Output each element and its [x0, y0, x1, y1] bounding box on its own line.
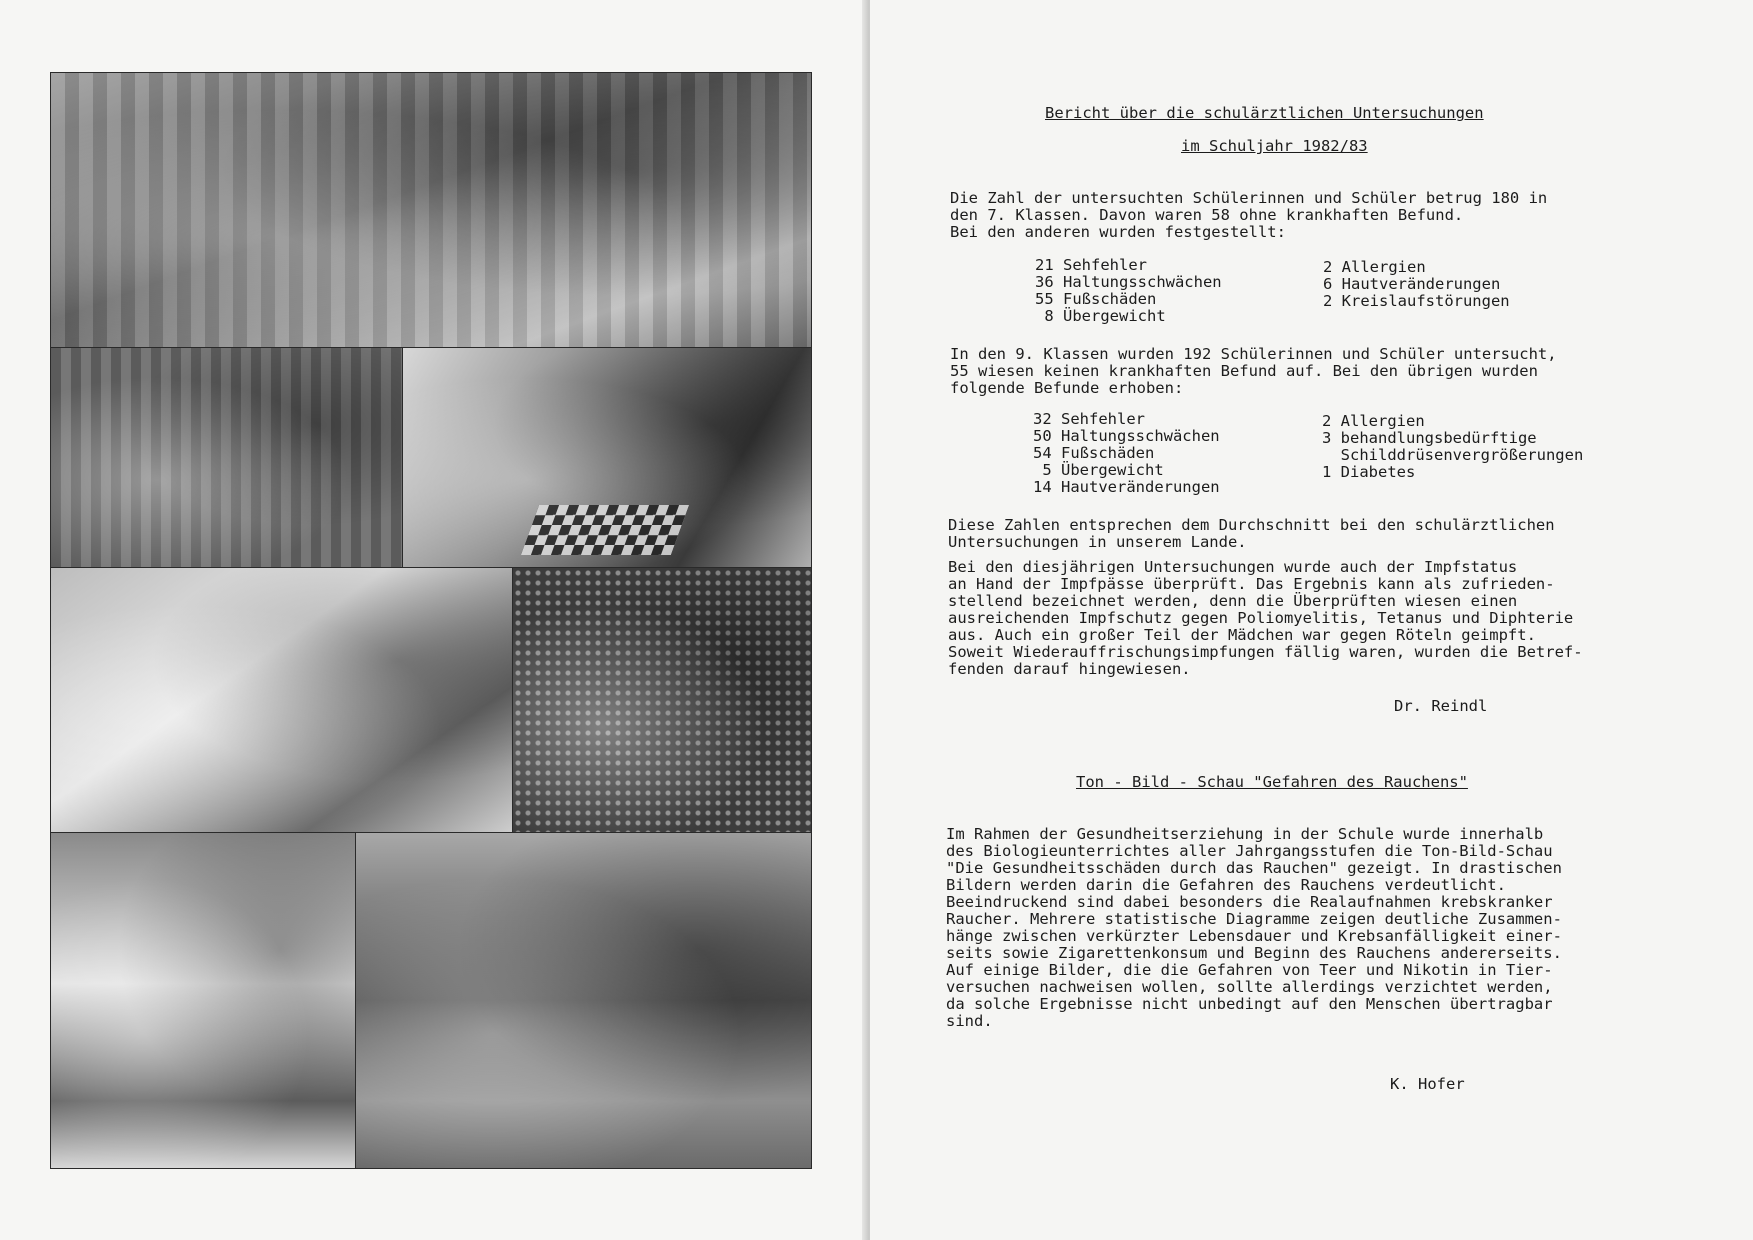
photo-students-writing — [50, 567, 514, 834]
smoking-body: Im Rahmen der Gesundheitserziehung in der Schule wurde innerhalb des Biologieunterrichtes aller Jahrgangsstufen die Ton-Bild-Schau "Die Gesundheitsschäden durch das Rauchen" gezeigt. In drastischen Bildern werden darin die Gefahren des Rauchens verdeutlicht. Beeindruckend sind dabei besonders die Realaufnahmen krebskranker Raucher. Mehrere statistische Diagramme zeigen deutliche Zusammen- hänge zwischen verkürzter Lebensdauer und Krebsanfälligkeit einer- seits sowie Zigarettenkonsum und Beginn des Rauchens andererseits. Auf einige Bilder, die die Gefahren von Teer und Nikotin in Tier- versuchen nachweisen wollen, sollte allerdings verzichtet werden, da solche Ergebnisse nicht unbedingt auf den Menschen übertragbar sind. — [946, 825, 1562, 1030]
findings-7-right: 2 Allergien 6 Hautveränderungen 2 Kreislaufstörungen — [1323, 258, 1510, 310]
photo-classroom-table — [50, 72, 812, 349]
findings-9-right: 2 Allergien 3 behandlungsbedürftige Schilddrüsenvergrößerungen 1 Diabetes — [1322, 412, 1584, 481]
report-intro: Die Zahl der untersuchten Schülerinnen und Schüler betrug 180 in den 7. Klassen. Davon waren 58 ohne krankhaften Befund. Bei den anderen wurden festgestellt: — [950, 189, 1548, 241]
left-page — [0, 0, 869, 1240]
report-vaccination: Bei den diesjährigen Untersuchungen wurde auch der Impfstatus an Hand der Impfpässe überprüft. Das Ergebnis kann als zufrieden- stellend bezeichnet werden, denn die Überprüften wiesen einen ausreichenden Impfschutz gegen Poliomyelitis, Tetanus und Diphterie aus. Auch ein großer Teil der Mädchen war gegen Röteln geimpft. Soweit Wiederauffrischungsimpfungen fällig waren, wurden die Betref- fenden darauf hingewiesen. — [948, 558, 1583, 678]
photo-playroom — [50, 347, 404, 569]
photo-schoolyard-group — [50, 832, 357, 1169]
chess-board-detail — [521, 505, 689, 555]
smoking-author: K. Hofer — [1390, 1075, 1465, 1093]
photo-students-on-fence — [355, 832, 812, 1169]
photo-collage — [50, 72, 810, 1167]
findings-9-left: 32 Sehfehler 50 Haltungsschwächen 54 Fußschäden 5 Übergewicht 14 Hautveränderungen — [1033, 410, 1220, 496]
report-title-line1: Bericht über die schulärztlichen Untersuchungen — [1045, 104, 1484, 122]
report-title-line2: im Schuljahr 1982/83 — [1181, 137, 1368, 155]
smoking-title: Ton - Bild - Schau "Gefahren des Rauchens" — [1076, 773, 1468, 791]
findings-7-left: 21 Sehfehler 36 Haltungsschwächen 55 Fußschäden 8 Übergewicht — [1035, 256, 1222, 325]
report-summary: Diese Zahlen entsprechen dem Durchschnitt bei den schulärztlichen Untersuchungen in unserem Lande. — [948, 516, 1555, 551]
photo-courtyard-walk — [512, 567, 812, 834]
report-author: Dr. Reindl — [1394, 697, 1488, 715]
report-grade9: In den 9. Klassen wurden 192 Schülerinnen und Schüler untersucht, 55 wiesen keinen krankhaften Befund auf. Bei den übrigen wurden folgende Befunde erhoben: — [950, 345, 1557, 397]
